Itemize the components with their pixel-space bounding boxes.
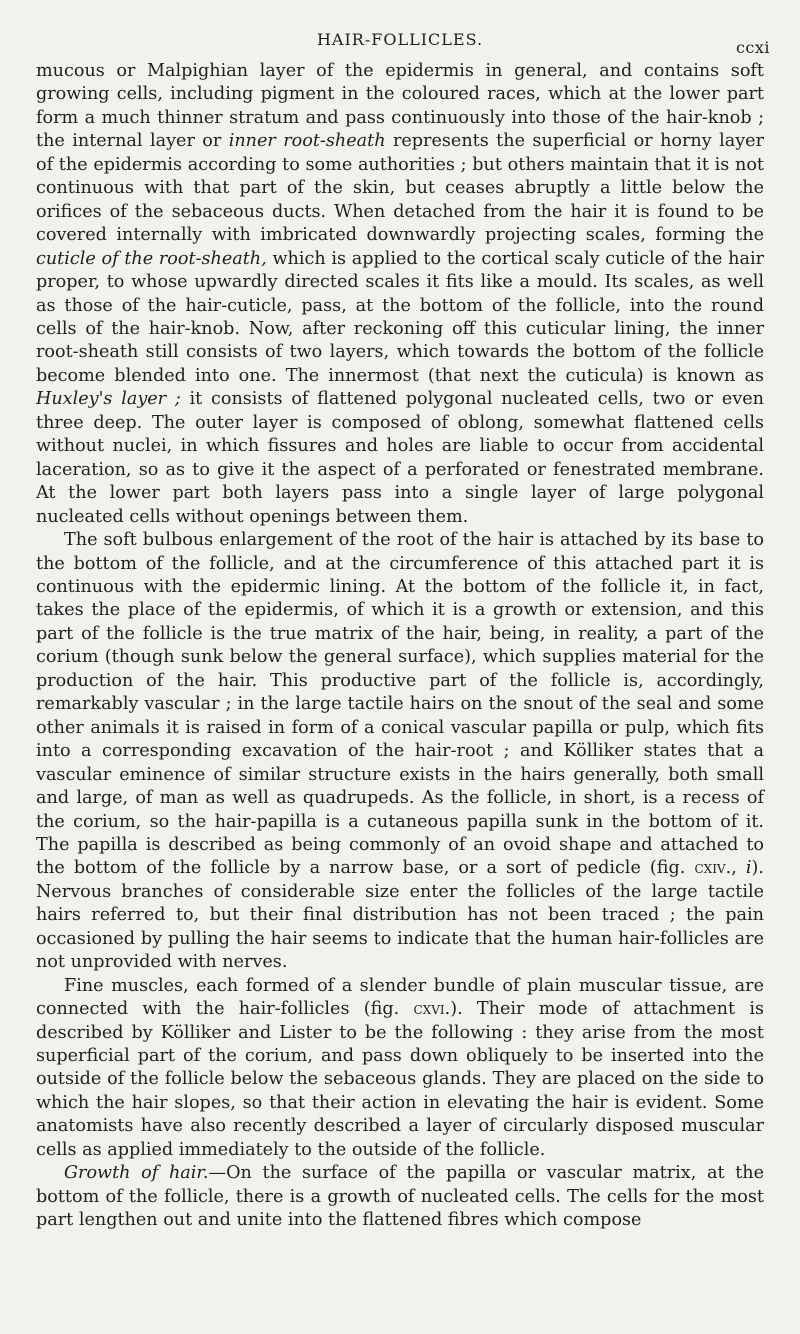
text-run: ). Nervous branches of considerable size enter the follicles of the large tactile hairs referred to, but their final distribution has not been traced ; the pain occasioned by pulling the hair seems to indicate that the human hair-follicles are not unprovided with nerves. — [36, 858, 764, 973]
text-run: mucous or Malpighian layer of the epidermis in general, and contains soft growing cells, including pigment in the coloured races, which at the lower part form a much thinner stratum and pass continuously into those of the hair-knob ; the internal layer or — [36, 61, 764, 152]
italic-text: Huxley's layer ; — [36, 389, 181, 410]
italic-text: Growth of hair. — [64, 1163, 209, 1184]
running-head: HAIR-FOLLICLES. — [316, 30, 484, 49]
figure-reference: cxvi. — [413, 999, 451, 1020]
page-number: ccxi — [735, 38, 770, 57]
italic-text: inner root-sheath — [228, 131, 386, 152]
paragraph — [36, 1162, 764, 1232]
paragraph — [36, 60, 764, 529]
text-run: , — [731, 858, 746, 879]
text-run: Fine muscles, each formed of a slender bundle of plain muscular tissue, are connected with the hair-follicles (fig. — [36, 975, 764, 1020]
page-header — [36, 26, 770, 60]
paragraph — [36, 529, 764, 975]
figure-reference: cxiv. — [694, 858, 732, 879]
text-run: it consists of flattened polygonal nucleated cells, two or even three deep. The outer layer is composed of oblong, somewhat flattened cells without nuclei, in which fissures and holes are liable to occur from accidental laceration, so as to give it the aspect of a perforated or fenestrated membrane. At the lower part both layers pass into a single layer of large polygonal nucleated cells without openings between them. — [36, 389, 765, 527]
text-run: represents the superficial or horny layer of the epidermis according to some authorities ; but others maintain that it is not continuous with that part of the skin, but ceases abruptly a little below the orifices of the sebaceous ducts. When detached from the hair it is found to be covered internally with imbricated downwardly projecting scales, forming the — [36, 131, 764, 246]
text-run: ). Their mode of attachment is described by Kölliker and Lister to be the following : they arise from the most superficial part of the corium, and pass down obliquely to be inserted into the outside of the follicle below the sebaceous glands. They are placed on the side to which the hair slopes, so that their action in elevating the hair is evident. Some anatomists have also recently described a layer of circularly disposed muscular cells as applied immediately to the outside of the follicle. — [36, 999, 764, 1160]
text-run: which is applied to the cortical scaly cuticle of the hair proper, to whose upwardly directed scales it fits like a mould. Its scales, as well as those of the hair-cuticle, pass, at the bottom of the follicle, into the round cells of the hair-knob. Now, after reckoning off this cuticular lining, the inner root-sheath still consists of two layers, which towards the bottom of the follicle become blended into one. The innermost (that next the cuticula) is known as — [36, 248, 764, 386]
body-text — [36, 60, 764, 1233]
italic-text: i — [745, 858, 752, 879]
paragraph — [36, 975, 764, 1163]
italic-text: cuticle of the root-sheath, — [36, 248, 267, 269]
text-run: —On the surface of the papilla or vascular matrix, at the bottom of the follicle, there is a growth of nucleated cells. The cells for the most part lengthen out and unite into the flattened fibres which compose — [36, 1163, 765, 1231]
text-run: The soft bulbous enlargement of the root of the hair is attached by its base to the bottom of the follicle, and at the circumference of this attached part it is continuous with the epidermic lining. At the bottom of the follicle it, in fact, takes the place of the epidermis, of which it is a growth or extension, and this part of the follicle is the true matrix of the hair, being, in reality, a part of the corium (though sunk below the general surface), which supplies material for the production of the hair. This productive part of the follicle is, accordingly, remarkably vascular ; in the large tactile hairs on the snout of the seal and some other animals it is raised in form of a conical vascular papilla or pulp, which fits into a corresponding excavation of the hair-root ; and Kölliker states that a vascular eminence of similar structure exists in the hairs generally, both small and large, of man as well as quadrupeds. As the follicle, in short, is a recess of the corium, so the hair-papilla is a cutaneous papilla sunk in the bottom of it. The papilla is described as being commonly of an ovoid shape and attached to the bottom of the follicle by a narrow base, or a sort of pedicle (fig. — [36, 530, 764, 879]
